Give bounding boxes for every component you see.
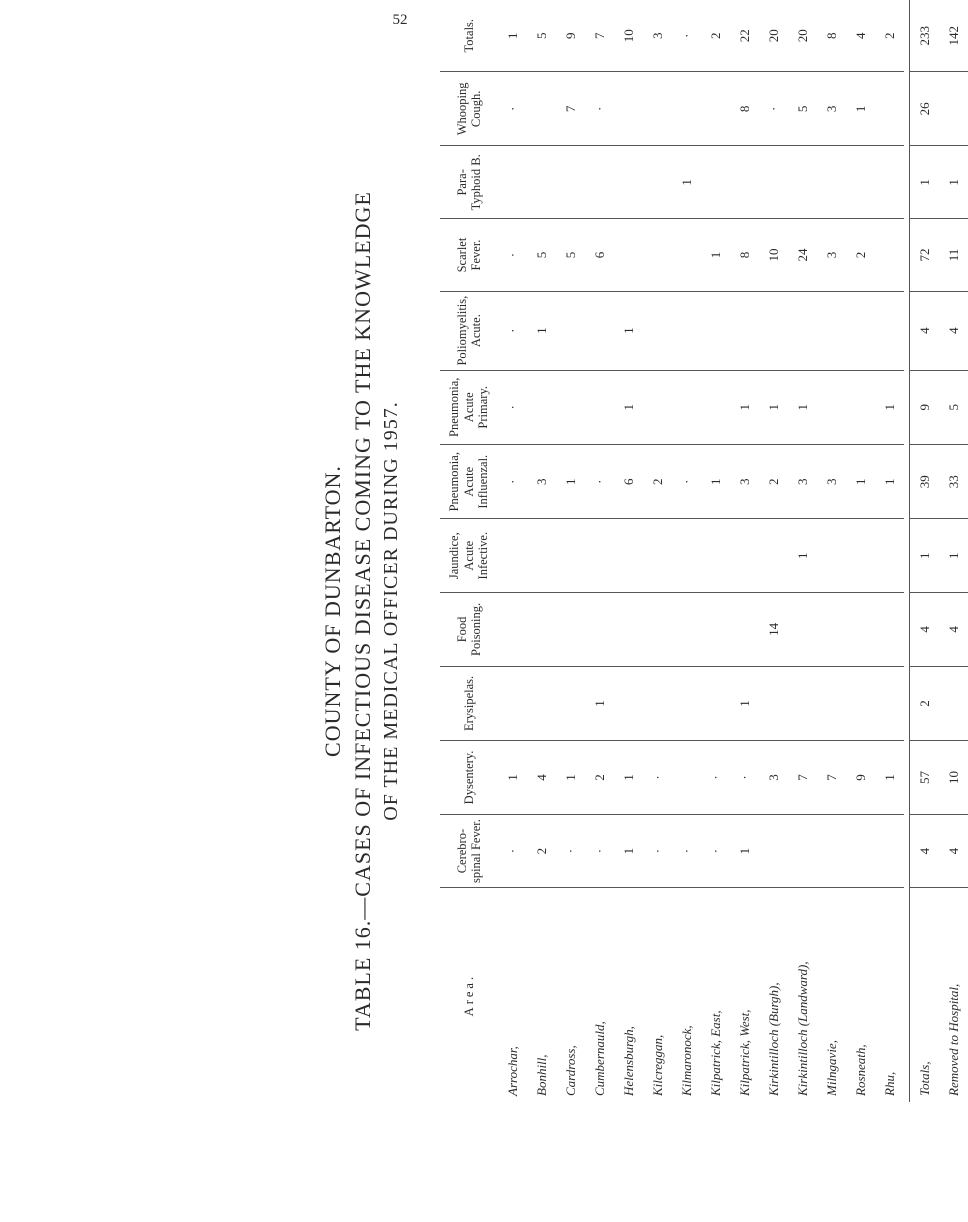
case-count-cell: 1 [556,445,585,519]
case-count-cell: 1 [701,219,730,291]
case-count-cell: · [643,814,672,887]
case-count-cell [556,666,585,740]
case-count-cell: 1 [759,370,788,444]
case-count-cell: 1 [788,519,817,592]
county-title: COUNTY OF DUNBARTON. [320,465,345,757]
table-row [614,0,643,1102]
case-count-cell: 8 [730,72,759,146]
case-count-cell [701,72,730,146]
case-count-cell: · [498,72,527,146]
case-count-cell [527,146,556,219]
case-count-cell: 233 [910,0,940,72]
case-count-cell [672,666,701,740]
case-count-cell [846,146,875,219]
case-count-cell: · [585,72,614,146]
case-count-cell [817,146,846,219]
case-count-cell [701,592,730,666]
totals-row [910,0,940,1102]
case-count-cell [788,814,817,887]
case-count-cell [643,146,672,219]
area-name-cell: Rhu, [881,1071,897,1096]
case-count-cell [788,291,817,370]
case-count-cell [585,592,614,666]
case-count-cell [556,592,585,666]
table-row [759,0,788,1102]
table-title: TABLE 16.—CASES OF INFECTIOUS DISEASE COMING TO THE KNOWLEDGE [350,191,375,1031]
case-count-cell: 7 [817,740,846,814]
case-count-cell [759,519,788,592]
case-count-cell: 3 [759,740,788,814]
column-header-area: Area. [461,973,476,1017]
case-count-cell: 72 [910,219,940,291]
case-count-cell [614,72,643,146]
case-count-cell: 1 [875,370,904,444]
area-name-cell: Kirkintilloch (Landward), [794,961,810,1096]
column-header: Poliomyelitis, Acute. [440,291,498,370]
column-header: Whooping Cough. [440,72,498,146]
case-count-cell [585,519,614,592]
case-count-cell [643,72,672,146]
case-count-cell [730,146,759,219]
case-count-cell: 3 [817,219,846,291]
case-count-cell: 1 [730,814,759,887]
case-count-cell [614,146,643,219]
case-count-cell [817,666,846,740]
case-count-cell [759,666,788,740]
case-count-cell [875,519,904,592]
table-row [788,0,817,1102]
case-count-cell [527,72,556,146]
case-count-cell [846,814,875,887]
case-count-cell: · [556,814,585,887]
table-row [585,0,614,1102]
case-count-cell [672,592,701,666]
case-count-cell [939,72,968,146]
case-count-cell: 1 [910,519,940,592]
case-count-cell [730,519,759,592]
table-body [498,0,968,1102]
column-header: Para-Typhoid B. [440,146,498,219]
case-count-cell [846,519,875,592]
case-count-cell [875,814,904,887]
case-count-cell [701,370,730,444]
case-count-cell [585,291,614,370]
case-count-cell [585,370,614,444]
case-count-cell [527,370,556,444]
case-count-cell [643,370,672,444]
area-name-cell: Kirkintilloch (Burgh), [765,982,781,1096]
column-header: Food Poisoning. [440,592,498,666]
case-count-cell [846,592,875,666]
case-count-cell: 2 [527,814,556,887]
case-count-cell [701,519,730,592]
case-count-cell: 1 [788,370,817,444]
case-count-cell [585,146,614,219]
case-count-cell: 14 [759,592,788,666]
case-count-cell: 142 [939,0,968,72]
area-name-cell: Kilcreggan, [649,1034,665,1096]
case-count-cell [701,146,730,219]
case-count-cell: 3 [788,445,817,519]
case-count-cell: 26 [910,72,940,146]
area-name-cell: Cumbernauld, [591,1021,607,1096]
case-count-cell [527,592,556,666]
case-count-cell [846,666,875,740]
case-count-cell [643,291,672,370]
column-header: Totals. [440,0,498,72]
case-count-cell: 5 [527,0,556,72]
case-count-cell [614,666,643,740]
case-count-cell: · [498,291,527,370]
case-count-cell: 7 [585,0,614,72]
area-name-cell: Removed to Hospital, [945,983,961,1096]
case-count-cell [759,814,788,887]
case-count-cell [788,146,817,219]
area-name-cell: Totals, [910,888,940,1102]
case-count-cell: 1 [556,740,585,814]
case-count-cell [875,666,904,740]
case-count-cell: · [498,219,527,291]
case-count-cell [672,219,701,291]
case-count-cell: 20 [788,0,817,72]
table-row [846,0,875,1102]
case-count-cell [730,291,759,370]
case-count-cell [672,370,701,444]
case-count-cell: 4 [910,291,940,370]
column-header: Pneumonia, Acute Primary. [440,370,498,444]
table-row [701,0,730,1102]
case-count-cell: 1 [730,370,759,444]
case-count-cell [498,592,527,666]
area-name-cell: Arrochar, [504,1046,520,1096]
area-name-cell: Cardross, [562,1045,578,1096]
case-count-cell: 3 [817,445,846,519]
case-count-cell [730,592,759,666]
case-count-cell [759,291,788,370]
case-count-cell: 2 [643,445,672,519]
case-count-cell: · [701,740,730,814]
case-count-cell [672,72,701,146]
case-count-cell [875,291,904,370]
case-count-cell: 39 [910,445,940,519]
table-subtitle: OF THE MEDICAL OFFICER DURING 1957. [380,401,402,821]
table-row [556,0,585,1102]
case-count-cell: 4 [910,592,940,666]
case-count-cell: 1 [614,370,643,444]
area-name-cell: Helensburgh, [620,1026,636,1096]
removed-to-hospital-row [939,0,968,1102]
case-count-cell: 3 [643,0,672,72]
case-count-cell: · [498,814,527,887]
case-count-cell [817,370,846,444]
case-count-cell [788,666,817,740]
title-block [320,0,403,1222]
case-count-cell [672,519,701,592]
column-header: Scarlet Fever. [440,219,498,291]
case-count-cell: 1 [614,814,643,887]
case-count-cell [939,666,968,740]
column-header: Erysipelas. [440,666,498,740]
case-count-cell: · [585,814,614,887]
case-count-cell: 24 [788,219,817,291]
case-count-cell [643,592,672,666]
case-count-cell [527,519,556,592]
case-count-cell: 5 [939,370,968,444]
case-count-cell: 1 [846,445,875,519]
case-count-cell [846,291,875,370]
table-row [875,0,904,1102]
case-count-cell: 3 [817,72,846,146]
case-count-cell: · [672,814,701,887]
area-name-cell: Milngavie, [823,1040,839,1096]
column-header: Pneumonia, Acute Influenzal. [440,445,498,519]
table-row [817,0,846,1102]
case-count-cell [556,519,585,592]
case-count-cell: 1 [910,146,940,219]
case-count-cell: 33 [939,445,968,519]
case-count-cell: 1 [672,146,701,219]
case-count-cell: 2 [910,666,940,740]
case-count-cell: 4 [939,291,968,370]
case-count-cell [846,370,875,444]
case-count-cell [614,519,643,592]
case-count-cell: · [672,0,701,72]
case-count-cell [672,291,701,370]
page-number: 52 [392,12,408,28]
case-count-cell: 6 [614,445,643,519]
area-name-cell: Bonhill, [533,1054,549,1096]
case-count-cell: 4 [527,740,556,814]
case-count-cell: 2 [875,0,904,72]
case-count-cell: · [585,445,614,519]
case-count-cell: 2 [846,219,875,291]
case-count-cell: 1 [527,291,556,370]
case-count-cell: 22 [730,0,759,72]
case-count-cell: 8 [817,0,846,72]
case-count-cell: 11 [939,219,968,291]
case-count-cell: · [498,445,527,519]
case-count-cell [556,291,585,370]
case-count-cell: · [730,740,759,814]
case-count-cell: 2 [585,740,614,814]
case-count-cell: 7 [556,72,585,146]
case-count-cell: 1 [846,72,875,146]
column-header: Dysentery. [440,740,498,814]
case-count-cell: 9 [556,0,585,72]
case-count-cell: 3 [730,445,759,519]
case-count-cell [556,370,585,444]
case-count-cell [817,814,846,887]
case-count-cell: 1 [585,666,614,740]
case-count-cell [672,740,701,814]
case-count-cell [788,592,817,666]
case-count-cell: 57 [910,740,940,814]
table-row [643,0,672,1102]
table-row [672,0,701,1102]
header-row [440,0,498,1102]
case-count-cell: 7 [788,740,817,814]
case-count-cell: 5 [788,72,817,146]
area-name-cell: Rosneath, [852,1044,868,1096]
case-count-cell [498,519,527,592]
table-row [527,0,556,1102]
case-count-cell: 4 [910,814,940,887]
area-name-cell: Kilpatrick, East, [707,1010,723,1096]
case-count-cell: 1 [701,445,730,519]
case-count-cell: 10 [759,219,788,291]
case-count-cell: · [643,740,672,814]
table-row [498,0,527,1102]
case-count-cell: 1 [614,291,643,370]
case-count-cell: 3 [527,445,556,519]
column-header: Jaundice, Acute Infective. [440,519,498,592]
case-count-cell: · [672,445,701,519]
case-count-cell [643,666,672,740]
area-name-cell: Kilmaronock, [678,1025,694,1096]
case-count-cell [875,219,904,291]
case-count-cell: · [701,814,730,887]
case-count-cell [614,592,643,666]
case-count-cell: 1 [875,445,904,519]
case-count-cell: 10 [939,740,968,814]
case-count-cell: 4 [846,0,875,72]
case-count-cell: 9 [846,740,875,814]
case-count-cell: · [498,370,527,444]
case-count-cell: 1 [498,0,527,72]
case-count-cell [614,219,643,291]
case-count-cell: 2 [701,0,730,72]
infectious-disease-table [440,0,968,1102]
case-count-cell [817,592,846,666]
case-count-cell: 6 [585,219,614,291]
case-count-cell: 1 [875,740,904,814]
case-count-cell: 1 [939,519,968,592]
case-count-cell [817,519,846,592]
case-count-cell [643,519,672,592]
case-count-cell [701,666,730,740]
case-count-cell [875,72,904,146]
case-count-cell [701,291,730,370]
case-count-cell: 4 [939,592,968,666]
case-count-cell: 1 [614,740,643,814]
case-count-cell [817,291,846,370]
case-count-cell: 10 [614,0,643,72]
case-count-cell [498,666,527,740]
case-count-cell [759,146,788,219]
column-header: Cerebro-spinal Fever. [440,814,498,887]
case-count-cell: 1 [498,740,527,814]
area-name-cell: Kilpatrick, West, [736,1009,752,1096]
case-count-cell: 5 [527,219,556,291]
case-count-cell: · [759,72,788,146]
case-count-cell: 4 [939,814,968,887]
case-count-cell: 20 [759,0,788,72]
case-count-cell [498,146,527,219]
case-count-cell [556,146,585,219]
table-row [730,0,759,1102]
case-count-cell: 8 [730,219,759,291]
case-count-cell [527,666,556,740]
case-count-cell [643,219,672,291]
case-count-cell: 1 [939,146,968,219]
case-count-cell: 5 [556,219,585,291]
case-count-cell [875,592,904,666]
case-count-cell: 1 [730,666,759,740]
case-count-cell [875,146,904,219]
case-count-cell: 9 [910,370,940,444]
case-count-cell: 2 [759,445,788,519]
